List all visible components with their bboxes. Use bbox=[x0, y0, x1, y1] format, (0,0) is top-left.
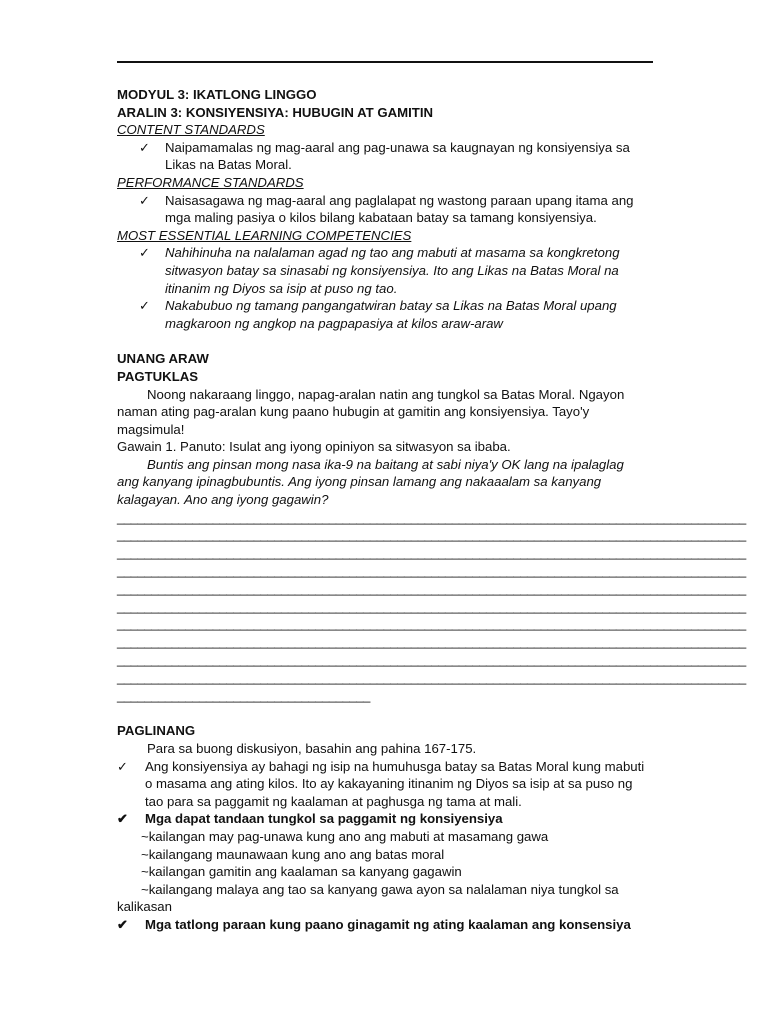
answer-line[interactable]: ____________________________________________________________________________________________ bbox=[117, 509, 746, 525]
answer-line[interactable]: ____________________________________________________________________________________________ bbox=[117, 598, 746, 614]
module-title: MODYUL 3: IKATLONG LINGGO bbox=[117, 87, 317, 102]
paglinang-title: PAGLINANG bbox=[117, 723, 196, 739]
checkmark-icon: ✓ bbox=[139, 192, 150, 208]
intro-paragraph: Noong nakaraang linggo, napag-aralan natin ang tungkol sa Batas Moral. Ngayon naman ating pag-aralan kung paano hubugin at gamitin ang konsiyensiya. Tayo'y magsimula! bbox=[117, 386, 625, 437]
answer-line[interactable]: ____________________________________________________________________________________________ bbox=[117, 634, 746, 650]
checkmark-icon: ✓ bbox=[117, 758, 128, 774]
checkmark-icon: ✓ bbox=[139, 298, 150, 314]
answer-line[interactable]: ____________________________________________________________________________________________ bbox=[117, 669, 746, 685]
checkmark-icon: ✓ bbox=[139, 245, 150, 261]
header-rule bbox=[117, 61, 653, 63]
reminder-item: ~kailangang maunawaan kung ano ang batas moral bbox=[141, 846, 445, 862]
discussion-point: ✔ Mga tatlong paraan kung paano ginagamit ng ating kaalaman ang konsensiya bbox=[117, 916, 631, 932]
answer-line[interactable]: _____________________________________ bbox=[117, 687, 370, 703]
answer-line[interactable]: ____________________________________________________________________________________________ bbox=[117, 527, 746, 543]
performance-standards-label: PERFORMANCE STANDARDS bbox=[117, 174, 304, 190]
competency-item: ✓ Nakabubuo ng tamang pangangatwiran batay sa Likas na Batas Moral upang magkaroon ng angkop na pagpapasiya at kilos araw-araw bbox=[139, 298, 617, 331]
scenario-text: Buntis ang pinsan mong nasa ika-9 na baitang at sabi niya'y OK lang na ipalaglag ang kanyang ipinagbubuntis. Ang iyong pinsan lamang ang nakaaalam sa kanyang kalagayan. Ano ang iyong gagawin? bbox=[117, 456, 624, 508]
section-title: PAGTUKLAS bbox=[117, 368, 199, 384]
checkmark-icon: ✔ bbox=[117, 916, 128, 932]
discussion-points bbox=[117, 758, 647, 934]
activity-instruction: Gawain 1. Panuto: Isulat ang iyong opiniyon sa sitwasyon sa ibaba. bbox=[117, 439, 511, 455]
module-content bbox=[117, 86, 746, 934]
competencies-label: MOST ESSENTIAL LEARNING COMPETENCIES bbox=[117, 227, 412, 243]
content-standards-label: CONTENT STANDARDS bbox=[117, 122, 265, 138]
discussion-point: ✓ Ang konsiyensiya ay bahagi ng isip na humuhusga batay sa Batas Moral kung mabuti o masama ang ating kilos. Ito ay kakayaning itinanim ng Diyos sa isip at sa puso ng tao para sa paggamit ng kaalaman at paghusga ng tama at mali. bbox=[117, 758, 645, 809]
answer-line[interactable]: ____________________________________________________________________________________________ bbox=[117, 580, 746, 596]
content-standard-item: ✓ Naipamamalas ng mag-aaral ang pag-unawa sa kaugnayan ng konsiyensiya sa Likas na Batas Moral. bbox=[139, 139, 630, 173]
answer-lines[interactable] bbox=[117, 509, 746, 705]
lesson-title: ARALIN 3: KONSIYENSIYA: HUBUGIN AT GAMITIN bbox=[117, 104, 434, 120]
competency-item: ✓ Nahihinuha na nalalaman agad ng tao ang mabuti at masama sa kongkretong sitwasyon batay sa sinasabi ng konsiyensiya. Ito ang Likas na Batas Moral na itinanim ng Diyos sa isip at puso ng tao. bbox=[139, 245, 620, 296]
discussion-point: ✔ Mga dapat tandaan tungkol sa paggamit ng konsiyensiya bbox=[117, 811, 503, 827]
reading-instruction: Para sa buong diskusiyon, basahin ang pahina 167-175. bbox=[147, 741, 477, 757]
reminder-item: ~kailangan gamitin ang kaalaman sa kanyang gagawin bbox=[141, 864, 462, 880]
checkmark-icon: ✓ bbox=[139, 139, 150, 155]
performance-standard-item: ✓ Naisasagawa ng mag-aaral ang paglalapat ng wastong paraan upang itama ang mga maling pasiya o kilos bilang kabataan batay sa tamang konsiyensiya. bbox=[139, 192, 634, 226]
answer-line[interactable]: ____________________________________________________________________________________________ bbox=[117, 652, 746, 668]
answer-line[interactable]: ____________________________________________________________________________________________ bbox=[117, 563, 746, 579]
answer-line[interactable]: ____________________________________________________________________________________________ bbox=[117, 616, 746, 632]
day-title: UNANG ARAW bbox=[117, 351, 209, 367]
reminder-item: ~kailangan may pag-unawa kung ano ang mabuti at masamang gawa bbox=[141, 828, 549, 844]
answer-line[interactable]: ____________________________________________________________________________________________ bbox=[117, 545, 746, 561]
reminder-item: ~kailangang malaya ang tao sa kanyang gawa ayon sa nalalaman niya tungkol sa kalikasan bbox=[117, 881, 619, 915]
checkmark-icon: ✔ bbox=[117, 811, 128, 827]
